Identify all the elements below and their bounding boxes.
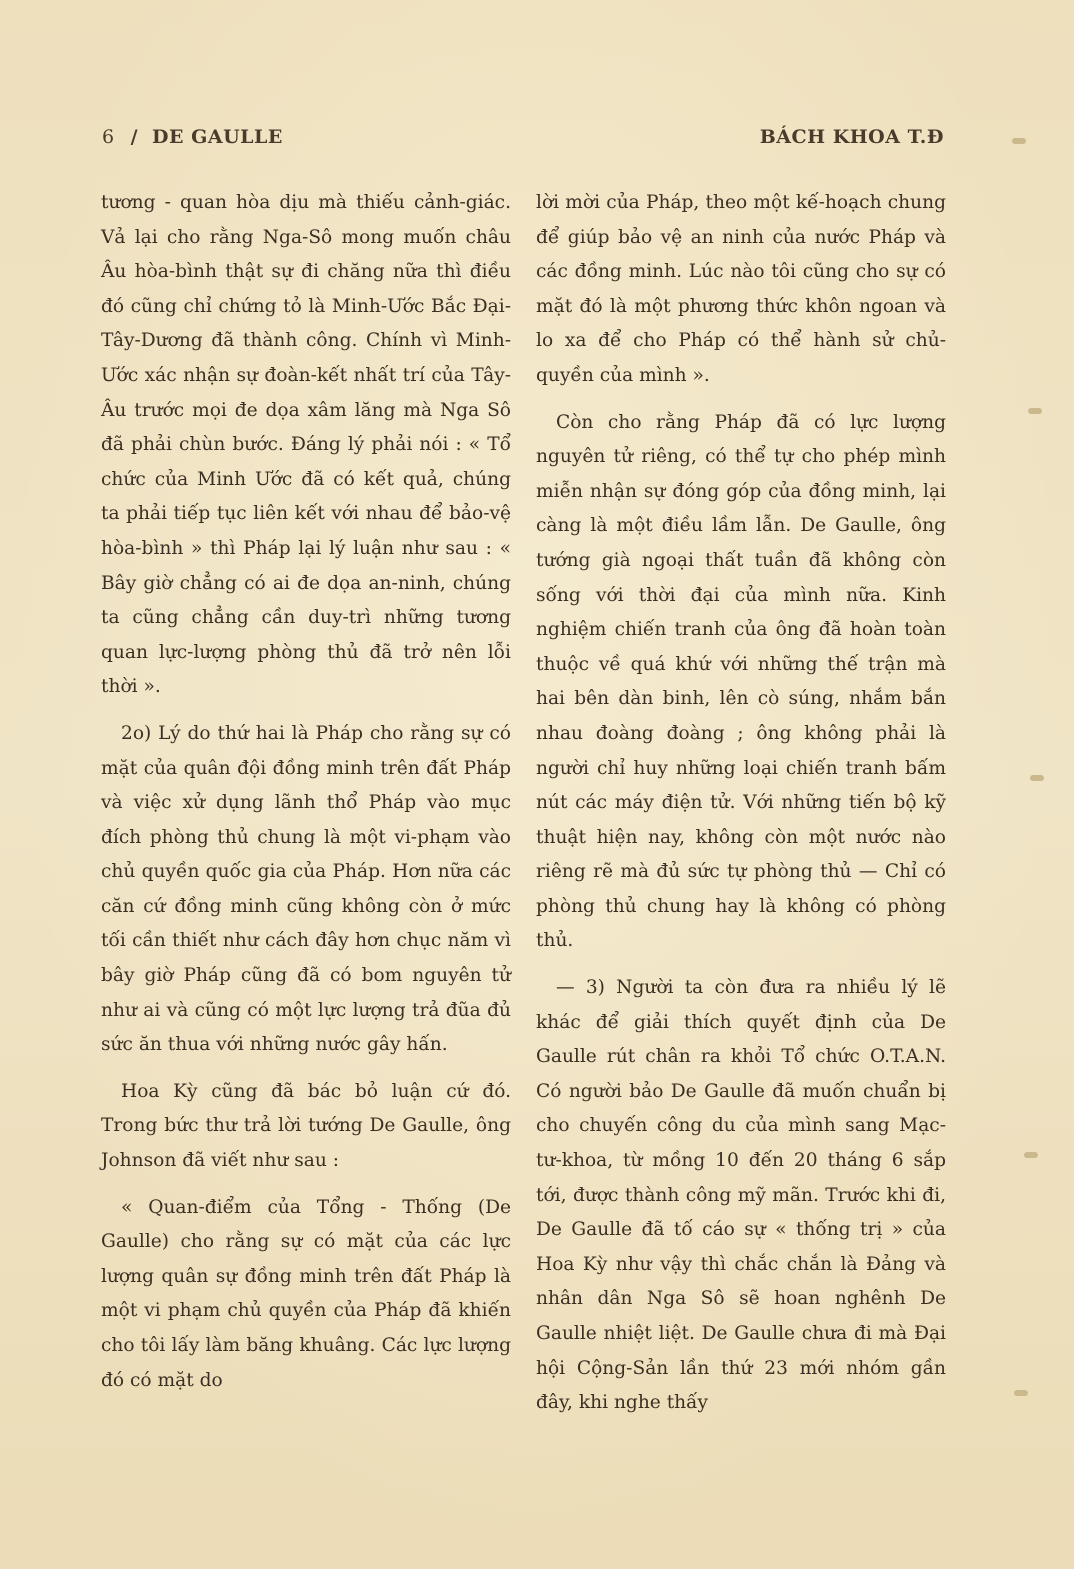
- paragraph: « Quan-điểm của Tổng - Thống (De Gaulle) cho rằng sự có mặt của các lực lượng quân sự đồng minh trên đất Pháp là một vi phạm chủ quyền của Pháp đã khiến cho tôi lấy làm băng khuâng. Các lực lượng đó có mặt do: [101, 1196, 511, 1391]
- header-left: [102, 126, 283, 148]
- paragraph: Còn cho rằng Pháp đã có lực lượng nguyên tử riêng, có thể tự cho phép mình miễn nhận sự đóng góp của đồng minh, lại càng là một điều lầm lẫn. De Gaulle, ông tướng già ngoại thất tuần đã không còn sống với thời đại của mình nữa. Kinh nghiệm chiến tranh của ông đã hoàn toàn thuộc về quá khứ với những thế trận mà hai bên dàn binh, lên cò súng, nhắm bắn nhau đoàng đoàng ; ông không phải là người chỉ huy những loại chiến tranh bấm nút các máy điện tử. Với những tiến bộ kỹ thuật hiện nay, không còn một nước nào riêng rẽ mà đủ sức tự phòng thủ — Chỉ có phòng thủ chung hay là không có phòng thủ.: [536, 411, 946, 952]
- paragraph: 2o) Lý do thứ hai là Pháp cho rằng sự có mặt của quân đội đồng minh trên đất Pháp và việc xử dụng lãnh thổ Pháp vào mục đích phòng thủ chung là một vi-phạm vào chủ quyền quốc gia của Pháp. Hơn nữa các căn cứ đồng minh cũng không còn ở mức tối cần thiết như cách đây hơn chục năm vì bây giờ Pháp cũng đã có bom nguyên tử như ai và cũng có một lực lượng trả đũa đủ sức ăn thua với những nước gây hấn.: [101, 722, 511, 1056]
- paper-blemish: [1028, 408, 1042, 414]
- paper-blemish: [1024, 1152, 1038, 1158]
- left-column: [101, 186, 511, 1398]
- paragraph: — 3) Người ta còn đưa ra nhiều lý lẽ khác để giải thích quyết định của De Gaulle rút chân ra khỏi Tổ chức O.T.A.N. Có người bảo De Gaulle đã muốn chuẩn bị cho chuyến công du của mình sang Mạc-tư-khoa, từ mồng 10 đến 20 tháng 6 sắp tới, được thành công mỹ mãn. Trước khi đi, De Gaulle đã tố cáo sự « thống trị » của Hoa Kỳ như vậy thì chắc chắn là Đảng và nhân dân Nga Sô sẽ hoan nghênh De Gaulle nhiệt liệt. De Gaulle chưa đi mà Đại hội Cộng-Sản lần thứ 23 mới nhóm gần đây, khi nghe thấy: [536, 977, 946, 1414]
- running-header: [102, 126, 944, 156]
- header-separator: /: [130, 126, 139, 148]
- right-column: [536, 186, 946, 1421]
- paper-blemish: [1030, 775, 1044, 781]
- paper-blemish: [1012, 138, 1026, 144]
- paragraph: lời mời của Pháp, theo một kế-hoạch chung để giúp bảo vệ an ninh của nước Pháp và các đồng minh. Lúc nào tôi cũng cho sự có mặt đó là một phương thức khôn ngoan và lo xa để cho Pháp có thể hành sử chủ-quyền của mình ».: [536, 192, 946, 386]
- paragraph: tương - quan hòa dịu mà thiếu cảnh-giác. Vả lại cho rằng Nga-Sô mong muốn châu Âu hòa-bình thật sự đi chăng nữa thì điều đó cũng chỉ chứng tỏ là Minh-Ước Bắc Đại-Tây-Dương đã thành công. Chính vì Minh-Ước xác nhận sự đoàn-kết nhất trí của Tây-Âu trước mọi đe dọa xâm lăng mà Nga Sô đã phải chùn bước. Đáng lý phải nói : « Tổ chức của Minh Ước đã có kết quả, chúng ta phải tiếp tục liên kết với nhau để bảo-vệ hòa-bình » thì Pháp lại lý luận như sau : « Bây giờ chẳng có ai đe dọa an-ninh, chúng ta cũng chẳng cần duy-trì những tương quan lực-lượng phòng thủ đã trở nên lỗi thời ».: [101, 192, 511, 698]
- page-number: 6: [102, 126, 115, 148]
- header-left-title: DE GAULLE: [152, 126, 283, 148]
- paper-blemish: [1014, 1390, 1028, 1396]
- paragraph: Hoa Kỳ cũng đã bác bỏ luận cứ đó. Trong bức thư trả lời tướng De Gaulle, ông Johnson đã viết như sau :: [101, 1080, 511, 1172]
- header-right-title: BÁCH KHOA T.Đ: [759, 126, 944, 148]
